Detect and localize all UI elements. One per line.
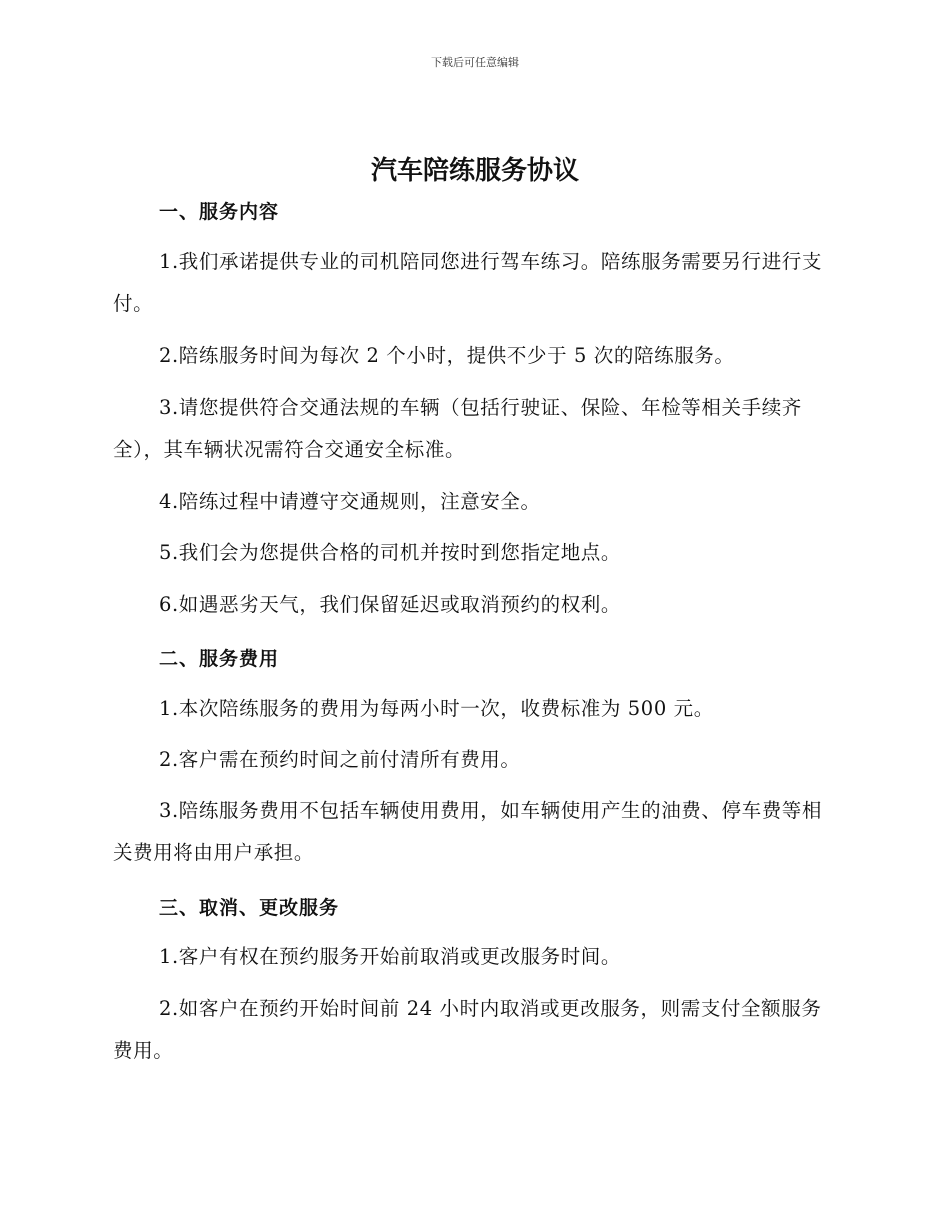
- header-note: 下载后可任意编辑: [431, 56, 519, 69]
- section-1-paragraph-4: 4.陪练过程中请遵守交通规则，注意安全。: [159, 490, 541, 513]
- section-2-paragraph-1: 1.本次陪练服务的费用为每两小时一次，收费标准为 500 元。: [159, 697, 714, 720]
- section-3-paragraph-1: 1.客户有权在预约服务开始前取消或更改服务时间。: [159, 945, 622, 968]
- section-2-paragraph-3: 3.陪练服务费用不包括车辆使用费用，如车辆使用产生的油费、停车费等相关费用将由用户承担。: [113, 799, 823, 864]
- section-3-paragraph-2: 2.如客户在预约开始时间前 24 小时内取消或更改服务，则需支付全额服务费用。: [113, 997, 822, 1062]
- section-1-paragraph-2: 2.陪练服务时间为每次 2 个小时，提供不少于 5 次的陪练服务。: [159, 344, 735, 367]
- section-heading-service-fees: 二、服务费用: [159, 648, 280, 670]
- section-1-paragraph-5: 5.我们会为您提供合格的司机并按时到您指定地点。: [159, 541, 622, 564]
- section-heading-service-content: 一、服务内容: [159, 201, 280, 223]
- document-title: 汽车陪练服务协议: [370, 156, 579, 186]
- section-2-paragraph-2: 2.客户需在预约时间之前付清所有费用。: [159, 748, 521, 771]
- section-1-paragraph-1: 1.我们承诺提供专业的司机陪同您进行驾车练习。陪练服务需要另行进行支付。: [113, 250, 823, 315]
- section-1-paragraph-3: 3.请您提供符合交通法规的车辆（包括行驶证、保险、年检等相关手续齐全），其车辆状况需符合交通安全标准。: [113, 396, 802, 461]
- section-1-paragraph-6: 6.如遇恶劣天气，我们保留延迟或取消预约的权利。: [159, 593, 622, 616]
- section-heading-cancel-change: 三、取消、更改服务: [159, 897, 340, 919]
